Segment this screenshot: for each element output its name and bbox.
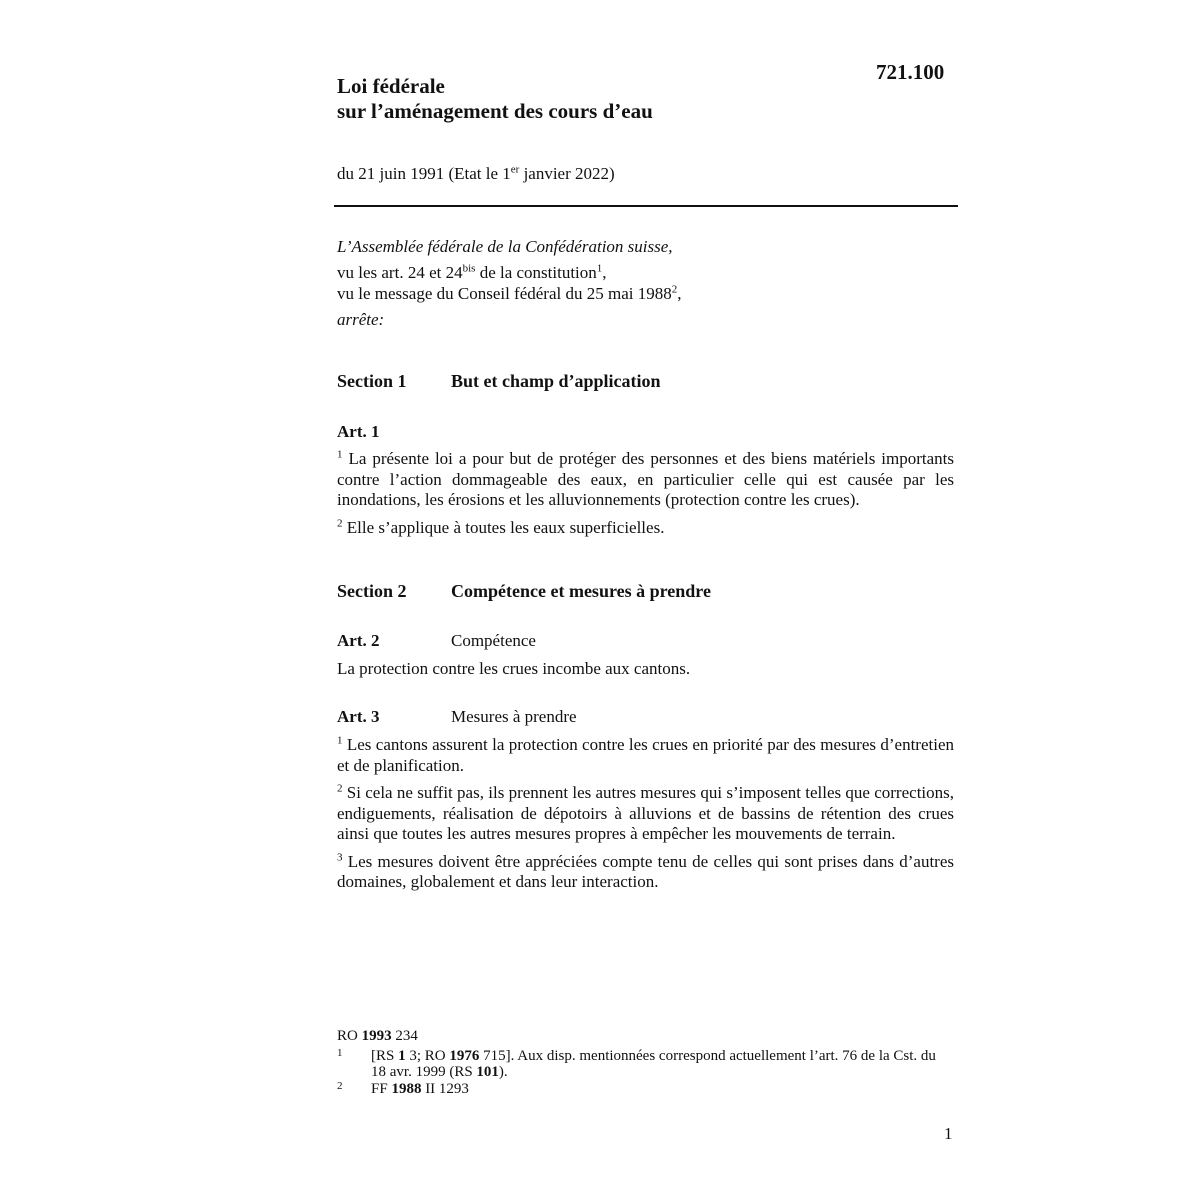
article-2-body — [337, 659, 954, 687]
footnote-2-text — [371, 1081, 937, 1097]
law-title-line2: sur l’aménagement des cours d’eau — [337, 99, 653, 123]
fn2-a: FF — [371, 1081, 392, 1097]
fn2-b: 1988 — [391, 1081, 422, 1097]
fn1-e: 715]. Aux disp. mentionnées correspond actuellement l’art. 76 de la Cst. du 18 avr. 1999 (RS — [371, 1048, 936, 1080]
preamble-arrete: arrête: — [337, 310, 385, 329]
para-text: Si cela ne suffit pas, ils prennent les autres mesures qui s’imposent telles que corrections, endiguements, réalisation de dépotoirs à alluvions et de bassins de rétention des crues ainsi que toutes les autres mesures propres à empêcher les mouvements de terrain. — [337, 783, 954, 843]
para-number: 2 — [337, 782, 343, 795]
footnote-1 — [337, 1048, 937, 1080]
article-3-para-3 — [337, 852, 954, 893]
article-3-heading — [337, 707, 577, 727]
vu2-text: vu le message du Conseil fédéral du 25 mai 1988 — [337, 284, 672, 303]
section-1-heading — [337, 371, 661, 392]
law-date — [337, 164, 615, 184]
fn1-g: ). — [498, 1064, 508, 1080]
footnote-2 — [337, 1081, 937, 1097]
source-page: 234 — [391, 1028, 418, 1044]
vu1-sup: bis — [462, 262, 476, 275]
para-number: 2 — [337, 516, 343, 529]
section-2-heading — [337, 581, 711, 602]
article-3-para-2 — [337, 783, 954, 845]
fn1-b: 1 — [398, 1048, 406, 1064]
preamble-assembly: L’Assemblée fédérale de la Confédération suisse, — [337, 237, 673, 256]
preamble — [337, 236, 957, 330]
date-text-end: janvier 2022) — [519, 164, 615, 183]
para-number: 3 — [337, 850, 343, 863]
vu1-after: de la constitution — [475, 263, 597, 282]
article-3-para-1 — [337, 735, 954, 776]
article-2-para-1: La protection contre les crues incombe aux cantons. — [337, 659, 691, 678]
para-text: La présente loi a pour but de protéger des personnes et des biens matériels importants contre l’action dommageable des eaux, en particulier celle qui est causée par les inondations, les érosions et les alluvionnements (protection contre les crues). — [337, 449, 954, 509]
article-1-para-2 — [337, 518, 954, 539]
article-1-label: Art. 1 — [337, 422, 380, 441]
article-1-para-1 — [337, 449, 954, 511]
sr-number: 721.100 — [876, 60, 945, 84]
article-2-subtitle: Compétence — [451, 631, 536, 650]
header-divider — [334, 205, 958, 207]
law-title — [337, 74, 653, 124]
source-prefix: RO — [337, 1028, 362, 1044]
section-2-title: Compétence et mesures à prendre — [451, 581, 711, 601]
para-number: 1 — [337, 734, 343, 747]
fn1-a: [RS — [371, 1048, 399, 1064]
para-text: Elle s’applique à toutes les eaux superficielles. — [342, 517, 665, 537]
date-text: du 21 juin 1991 (Etat le 1 — [337, 164, 511, 183]
article-2-heading — [337, 631, 536, 651]
fn1-d: 1976 — [449, 1048, 480, 1064]
fn2-c: II 1293 — [421, 1081, 469, 1097]
fn1-c: 3; RO — [405, 1048, 450, 1064]
footnote-ref-2[interactable]: 2 — [671, 283, 678, 296]
source-year: 1993 — [361, 1028, 392, 1044]
footnote-1-number: 1 — [337, 1047, 343, 1059]
footnote-ref-1[interactable]: 1 — [596, 262, 603, 275]
footnote-1-text — [371, 1048, 937, 1080]
date-sup: er — [510, 163, 520, 176]
article-1-heading — [337, 422, 451, 442]
fn1-f: 101 — [476, 1064, 499, 1080]
para-text: Les mesures doivent être appréciées compte tenu de celles qui sont prises dans d’autres domaines, globalement et dans leur interaction. — [337, 851, 954, 891]
section-2-label: Section 2 — [337, 581, 407, 601]
footnote-2-number: 2 — [337, 1080, 343, 1092]
law-title-line1: Loi fédérale — [337, 74, 445, 98]
section-1-title: But et champ d’application — [451, 371, 661, 391]
article-1-body — [337, 449, 954, 545]
para-number: 1 — [337, 448, 343, 461]
vu2-end: , — [677, 284, 682, 303]
article-2-label: Art. 2 — [337, 631, 380, 650]
preamble-vu-message — [337, 283, 957, 304]
preamble-vu-constitution — [337, 262, 957, 283]
footnote-source — [337, 1028, 418, 1045]
article-3-subtitle: Mesures à prendre — [451, 707, 577, 726]
vu1-end: , — [602, 263, 607, 282]
article-3-label: Art. 3 — [337, 707, 380, 726]
para-text: Les cantons assurent la protection contre les crues en priorité par des mesures d’entretien et de planification. — [337, 735, 954, 775]
article-3-body — [337, 735, 954, 900]
section-1-label: Section 1 — [337, 371, 407, 391]
vu1-text: vu les art. 24 et 24 — [337, 263, 463, 282]
page-number: 1 — [944, 1124, 953, 1143]
